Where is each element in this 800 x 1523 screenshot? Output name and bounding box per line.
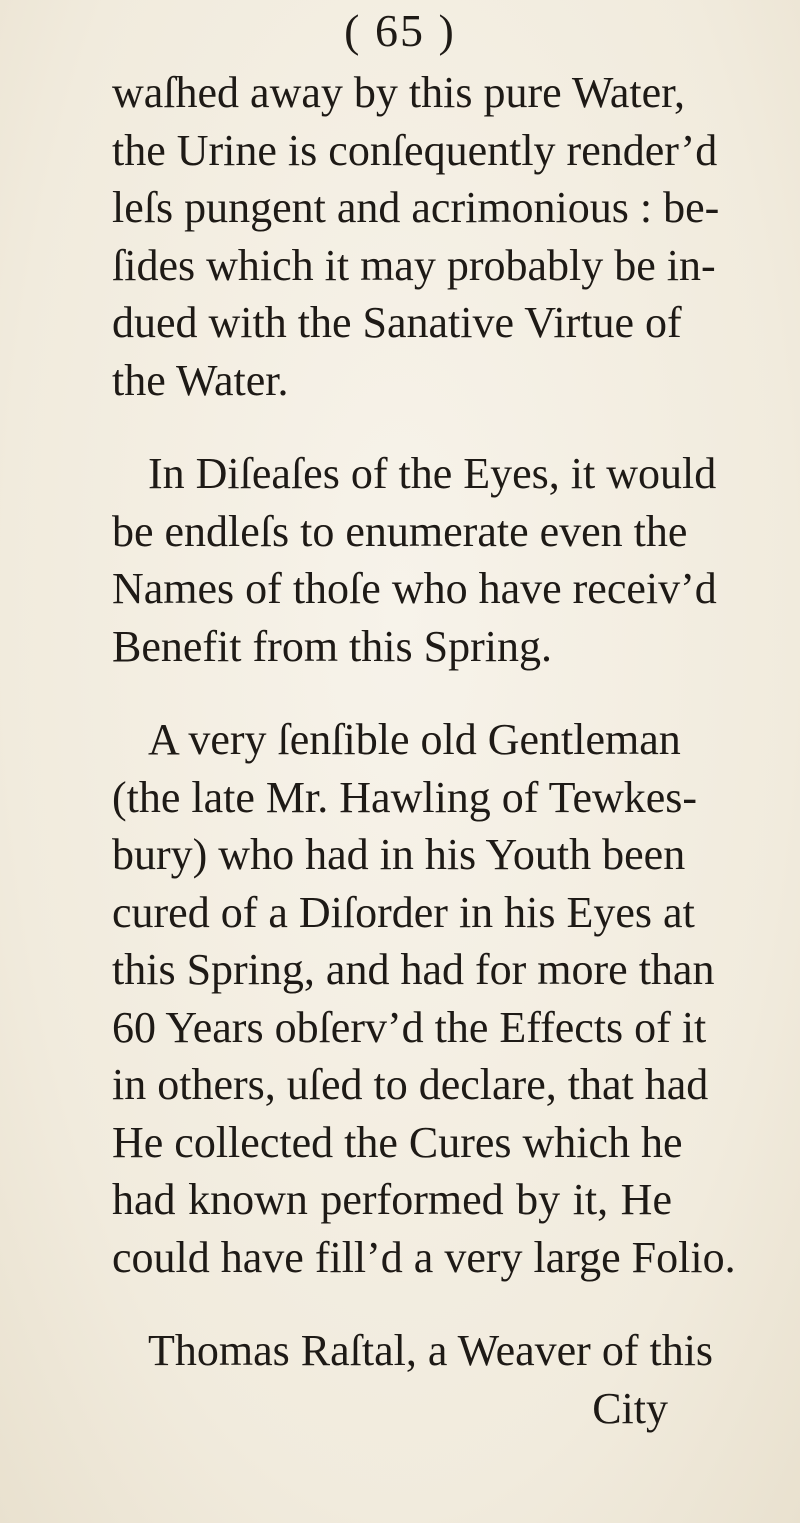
text-line: 60 Years obſerv’d the Effects of it bbox=[112, 1002, 707, 1052]
text-line: leſs pungent and acrimonious : be- bbox=[112, 183, 720, 232]
text-line: Names of thoſe who have receiv’d bbox=[112, 564, 717, 613]
text-line: bury) who had in his Youth been bbox=[112, 830, 686, 879]
text-line: could have fill’d a very large Folio. bbox=[112, 1232, 736, 1282]
paragraph-gap bbox=[112, 409, 672, 445]
text-line: Benefit from this Spring. bbox=[112, 621, 552, 671]
text-line: this Spring, and had for more than bbox=[112, 945, 715, 994]
text-line: In Diſeaſes of the Eyes, it would bbox=[148, 449, 717, 498]
text-line: Thomas Raſtal, a Weaver of this bbox=[148, 1326, 714, 1375]
text-line: (the late Mr. Hawling of Tewkes- bbox=[112, 772, 698, 822]
text-line: be endleſs to enumerate even the bbox=[112, 506, 688, 556]
text-line: dued with the Sanative Virtue of bbox=[112, 298, 682, 347]
text-line: in others, uſed to declare, that had bbox=[112, 1060, 709, 1109]
text-line: the Urine is conſequently render’d bbox=[112, 125, 718, 175]
catchword: City bbox=[592, 1383, 668, 1433]
page-number: ( 65 ) bbox=[344, 5, 456, 56]
text-line: had known performed by it, He bbox=[112, 1175, 672, 1224]
text-line: ſides which it may probably be in- bbox=[112, 240, 716, 290]
text-line: waſhed away by this pure Water, bbox=[112, 68, 686, 117]
text-line: the Water. bbox=[112, 355, 289, 405]
paragraph-eyes bbox=[112, 445, 717, 675]
text-line: He collected the Cures which he bbox=[112, 1117, 683, 1167]
text-line: cured of a Diſorder in his Eyes at bbox=[112, 887, 695, 937]
paragraph-gap bbox=[112, 675, 672, 711]
paragraph-gap bbox=[112, 1286, 672, 1322]
text-line: A very ſenſible old Gentleman bbox=[148, 715, 681, 764]
body-text bbox=[112, 64, 736, 1437]
paragraph-gentleman bbox=[112, 711, 736, 1286]
paragraph-rastal bbox=[112, 1322, 714, 1437]
paragraph-urine bbox=[112, 64, 720, 409]
